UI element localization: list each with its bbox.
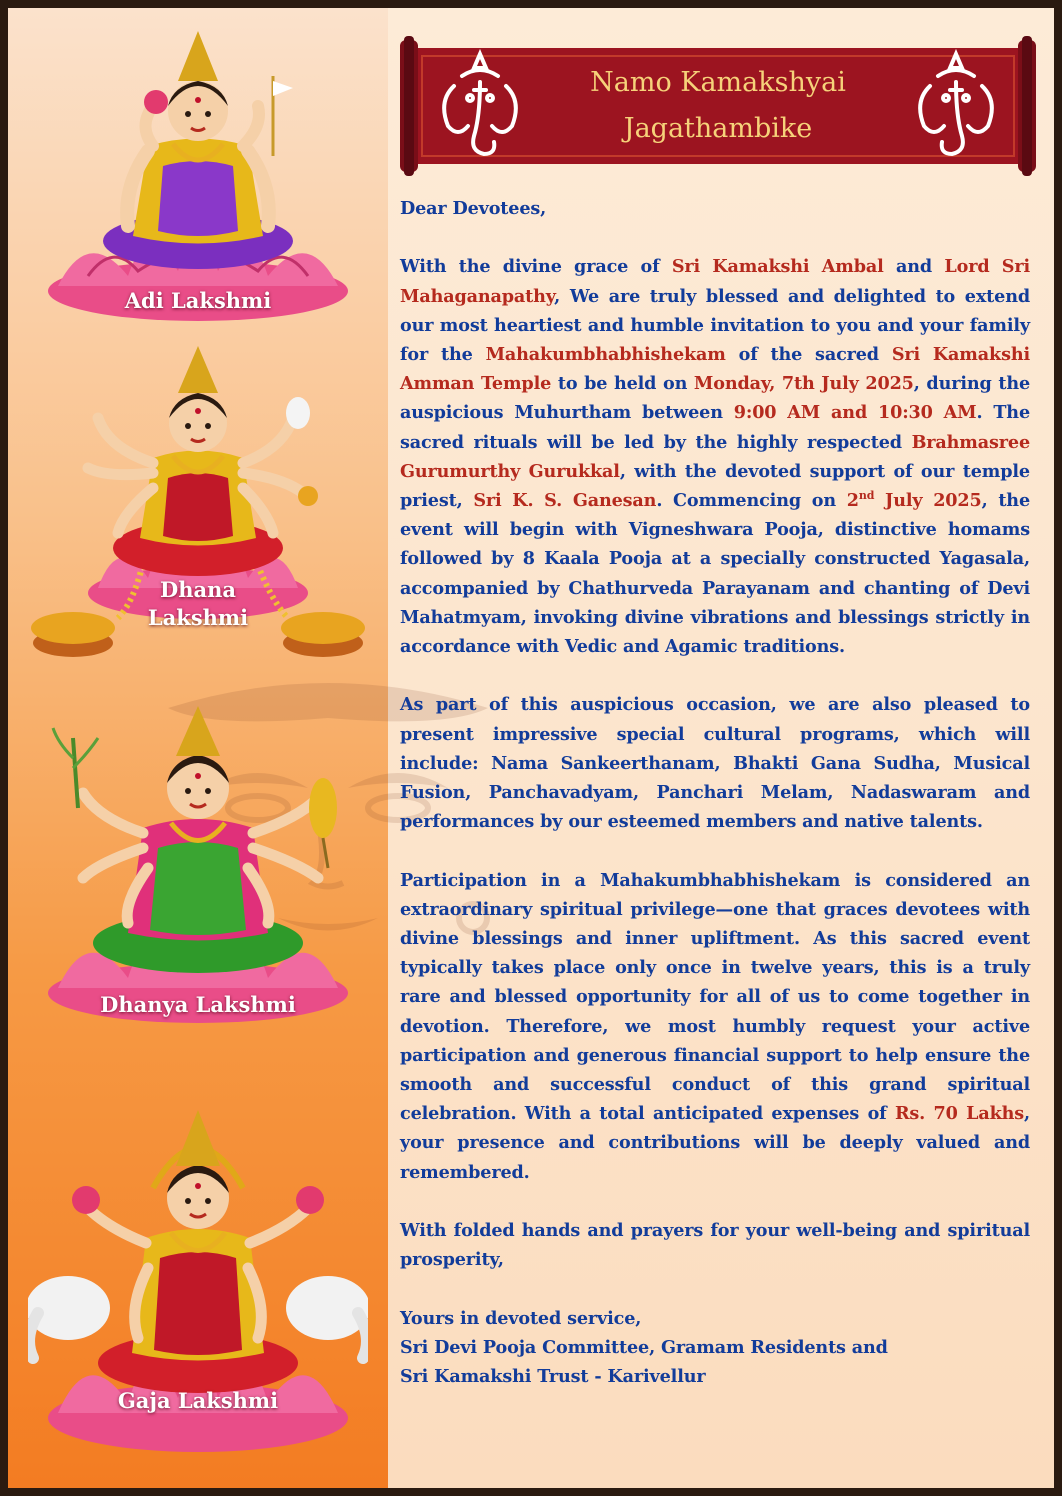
banner-title-line: Namo Kamakshyai bbox=[590, 67, 846, 98]
highlight-text: Sri K. S. Ganesan bbox=[473, 490, 657, 512]
deity-label bbox=[28, 576, 368, 632]
highlight-text: Brahmasree Gurumurthy Gurukkal bbox=[400, 431, 1030, 482]
highlight-text: Mahakumbhabhishekam bbox=[485, 344, 726, 365]
highlight-text: Sri Kamakshi Ambal bbox=[671, 256, 884, 278]
paragraph-1: With the divine grace of Sri Kamakshi Ambal and Lord Sri Mahaganapathy, We are truly blessed and delighted to extend our most heartiest and humble invitation to you and your family for the Mahakumbhabhishekam of the sacred Sri Kamakshi Amman Temple to be held on Monday, 7th July 2025, during the auspicious Muhurtham between 9:00 AM and 10:30 AM. The sacred rituals will be led by the highly respected Brahmasree Gurumurthy Gurukkal, with the devoted support of our temple priest, Sri K. S. Ganesan. Commencing on 2nd July 2025, the event will begin with Vigneshwara Pooja, distinctive homams followed by 8 Kaala Pooja at a specially constructed Yagasala, accompanied by Chathurveda Parayanam and chanting of Devi Mahatmyam, invoking divine vibrations and blessings strictly in accordance with Vedic and Agamic traditions. bbox=[400, 256, 1031, 658]
invitation-letter bbox=[400, 194, 1030, 1391]
banner-title bbox=[520, 60, 916, 152]
highlight-text: Sri Kamakshi Amman Temple bbox=[400, 344, 1030, 395]
highlight-text: Monday, 7th July 2025 bbox=[693, 373, 914, 395]
paragraph-3: Participation in a Mahakumbhabhishekam is considered an extraordinary spiritual privilege—one that graces devotees with divine blessings and inner upliftment. As this sacred event typically takes place only once in twelve years, this is a truly rare and blessed opportunity for all of us to come together in devotion. Therefore, we most humbly request your active participation and generous financial support to help ensure the smooth and successful conduct of this grand spiritual celebration. With a total anticipated expenses of Rs. 70 Lakhs, your presence and contributions will be deeply valued and remembered. bbox=[400, 869, 1030, 1183]
deity-label: Adi Lakshmi bbox=[124, 288, 272, 313]
signatory-line: Sri Devi Pooja Committee, Gramam Residents and bbox=[400, 1336, 888, 1358]
deity-illustration bbox=[28, 698, 368, 1028]
deity-adi-lakshmi bbox=[28, 26, 368, 326]
deity-gaja-lakshmi bbox=[28, 1088, 368, 1468]
signatory-line: Sri Kamakshi Trust - Karivellur bbox=[400, 1366, 706, 1388]
salutation: Dear Devotees, bbox=[400, 198, 547, 219]
header-banner bbox=[400, 36, 1036, 176]
paragraph-2: As part of this auspicious occasion, we are also pleased to present impressive special cultural programs, which will include: Nama Sankeerthanam, Bhakti Gana Sudha, Musical Fusion, Panchavadyam, Panchari Melam, Nadaswaram and performances by our esteemed members and native talents. bbox=[400, 694, 1030, 833]
highlight-text: 2nd July 2025 bbox=[846, 489, 982, 512]
closing: Yours in devoted service, bbox=[400, 1307, 642, 1329]
highlight-text: Rs. 70 Lakhs bbox=[894, 1103, 1025, 1125]
paragraph-4: With folded hands and prayers for your well-being and spiritual prosperity, bbox=[400, 1220, 1030, 1271]
deity-dhana-lakshmi bbox=[28, 338, 368, 668]
deity-illustration bbox=[28, 26, 368, 326]
highlight-text: Lord Sri Mahaganapathy bbox=[400, 256, 1030, 307]
deity-label-line: Dhana bbox=[160, 577, 236, 602]
deity-label: Dhanya Lakshmi bbox=[100, 992, 296, 1017]
deity-label: Gaja Lakshmi bbox=[117, 1388, 279, 1413]
deity-dhanya-lakshmi bbox=[28, 698, 368, 1028]
highlight-text: 9:00 AM and 10:30 AM bbox=[733, 402, 977, 424]
deity-label-line: Lakshmi bbox=[147, 605, 249, 630]
ganesha-icon-right bbox=[910, 46, 1002, 166]
invitation-page bbox=[8, 8, 1054, 1488]
banner-title-line: Jagathambike bbox=[623, 113, 813, 144]
ganesha-icon-left bbox=[434, 46, 526, 166]
